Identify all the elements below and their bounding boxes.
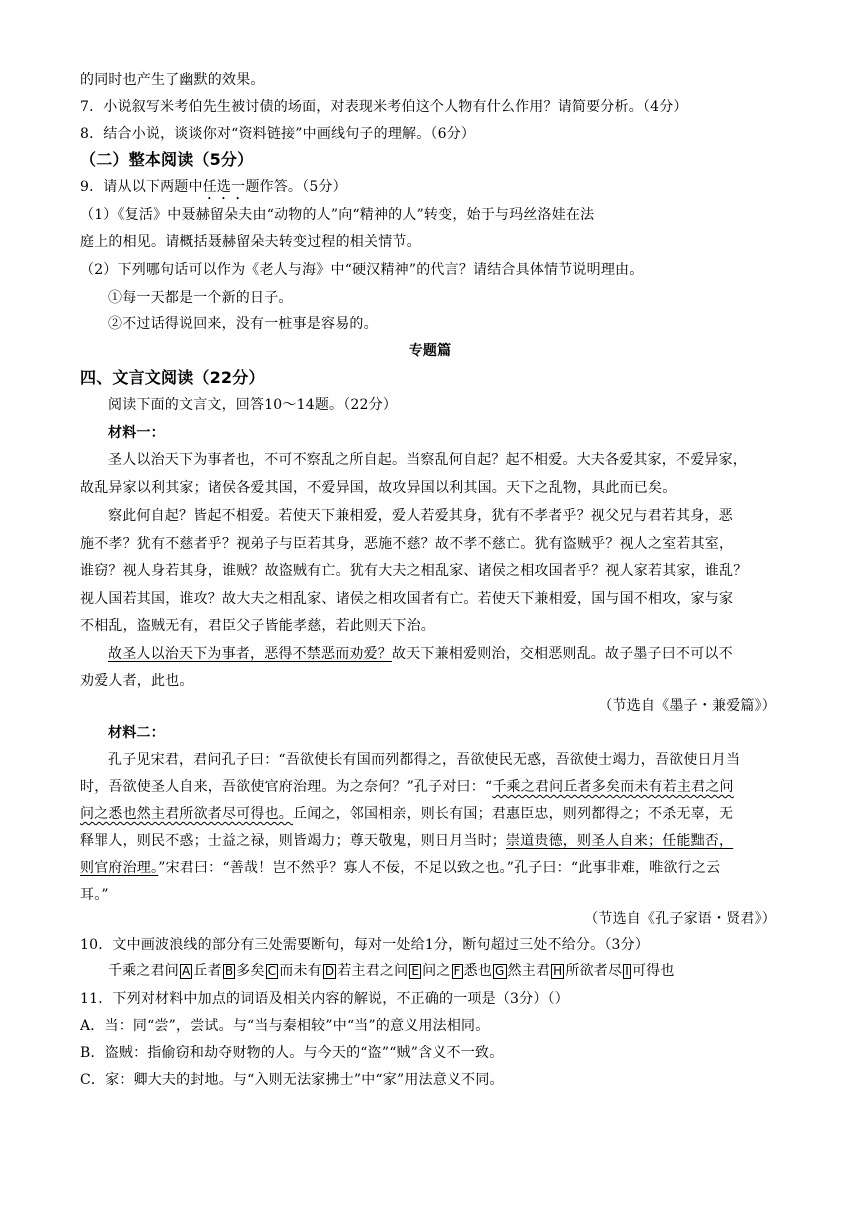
sentence-segment: 悉也: [463, 963, 493, 979]
break-option-g[interactable]: G: [495, 964, 505, 978]
sentence-segment: 多矣: [236, 963, 265, 979]
material-2-line: [80, 778, 734, 796]
text: 丘闻之，邻国相亲，则长有国；君惠臣忠，则列都得之；不杀无辜，无: [293, 806, 734, 822]
text: 释罪人，则民不惑；士益之禄，则皆竭力；尊天敬鬼，则日月当时；: [80, 833, 506, 849]
sentence-segment: 问之: [422, 963, 451, 979]
q9-emphasis: 任选一: [202, 179, 246, 195]
sentence-break-options: [108, 962, 675, 980]
question-8: 8．结合小说，谈谈你对“资料链接”中画线句子的理解。（6分）: [80, 126, 476, 142]
choice-c[interactable]: C．家：卿大夫的封地。与“入则无法家拂士”中“家”用法意义不同。: [80, 1072, 504, 1088]
material-1-line: [108, 645, 733, 663]
material-1-line: 故乱异家以利其家；诸侯各爱其国，不爱异国，故攻异国以利其国。天下之乱物，具此而已矣。: [80, 480, 677, 496]
material-1-line: 施不孝？犹有不慈者乎？视弟子与臣若其身，恶施不慈？故不孝不慈亡。犹有盗贼乎？视人之室若其室，: [80, 536, 734, 552]
section-heading-whole-reading: （二）整本阅读（5分）: [80, 150, 254, 169]
sentence-segment: 千乘之君问: [108, 963, 179, 979]
question-11: 11．下列对材料中加点的词语及相关内容的解说，不正确的一项是（3分）（）: [80, 991, 569, 1007]
underlined-sentence: 崇道贵德，则圣人自来；任能黜否，: [506, 833, 734, 849]
text: ”宋君曰：“善哉！岂不然乎？寡人不佞，不足以致之也。”孔子曰：“此事非难，唯欲行之云: [158, 860, 721, 876]
q9-text: 9．请从以下两题中: [80, 179, 203, 195]
sentence-segment: 可得也: [631, 963, 675, 979]
material-1-line: 察此何自起？皆起不相爱。若使天下兼相爱，爱人若爱其身，犹有不孝者乎？视父兄与君若其身，恶: [108, 508, 733, 524]
question-9-part-2: （2）下列哪句话可以作为《老人与海》中“硬汉精神”的代言？请结合具体情节说明理由。: [80, 262, 644, 278]
question-9-part-1: （1）《复活》中聂赫留朵夫由“动物的人”向“精神的人”转变，始于与玛丝洛娃在法: [80, 207, 595, 223]
sentence-segment: 而未有: [279, 963, 322, 979]
sentence-segment: 然主君: [507, 963, 551, 979]
text-line: 的同时也产生了幽默的效果。: [80, 72, 265, 88]
material-2-label: 材料二：: [108, 725, 165, 741]
section-heading-classical: 四、文言文阅读（22分）: [80, 368, 265, 387]
source-citation-1: （节选自《墨子・兼爱篇》）: [598, 698, 776, 714]
text: 时，吾欲使圣人自来，吾欲使官府治理。为之奈何？”孔子对曰：“: [80, 779, 493, 795]
material-2-line: [80, 832, 733, 850]
material-2-line: [80, 805, 733, 823]
question-10: 10．文中画波浪线的部分有三处需要断句，每对一处给1分，断句超过三处不给分。（3分）: [80, 937, 650, 953]
break-option-f[interactable]: F: [453, 964, 461, 978]
material-1-line: 圣人以治天下为事者也，不可不察乱之所自起。当察乱何自起？起不相爱。大夫各爱其家，不爱异家，: [108, 452, 747, 468]
break-option-i[interactable]: I: [625, 964, 629, 978]
break-option-a[interactable]: A: [182, 964, 191, 978]
question-9-part-1-cont: 庭上的相见。请概括聂赫留朵夫转变过程的相关情节。: [80, 234, 421, 250]
material-2-line: [80, 859, 720, 877]
question-7: 7．小说叙写米考伯先生被讨债的场面，对表现米考伯这个人物有什么作用？请简要分析。（4分）: [80, 99, 688, 115]
material-1-line: 劝爱人者，此也。: [80, 673, 194, 689]
question-9: [80, 178, 347, 203]
break-option-b[interactable]: B: [224, 964, 234, 978]
material-1-line: 不相乱，盗贼无有，君臣父子皆能孝慈，若此则天下治。: [80, 618, 435, 634]
text: 故天下兼相爱则治，交相恶则乱。故子墨子曰不可以不: [392, 646, 733, 662]
material-1-line: 视人国若其国，谁攻？故大夫之相乱家、诸侯之相攻国者有亡。若使天下兼相爱，国与国不相攻，家与家: [80, 591, 734, 607]
material-1-label: 材料一：: [108, 425, 165, 441]
material-2-line: 耳。”: [80, 887, 109, 903]
material-2-line: 孔子见宋君，君问孔子曰：“吾欲使长有国而列都得之，吾欲使民无惑，吾欲使士竭力，吾欲使日月当: [108, 752, 741, 768]
wavy-underlined-passage: 千乘之君问丘者多矣而未有若主君之问: [492, 779, 734, 795]
quote-option-2: ②不过话得说回来，没有一桩事是容易的。: [108, 316, 378, 332]
choice-a[interactable]: A．当：同“尝”，尝试。与“当与秦相较”中“当”的意义用法相同。: [80, 1018, 490, 1034]
q9-text: 题作答。（5分）: [245, 179, 347, 195]
instructions: 阅读下面的文言文，回答10～14题。（22分）: [108, 397, 398, 413]
source-citation-2: （节选自《孔子家语・贤君》）: [584, 911, 776, 927]
special-topic-heading: 专题篇: [408, 343, 452, 359]
break-option-d[interactable]: D: [324, 964, 335, 978]
break-option-h[interactable]: H: [553, 964, 563, 978]
underlined-sentence: 则官府治理。: [80, 860, 159, 876]
break-option-c[interactable]: C: [267, 964, 277, 978]
material-1-line: 谁窃？视人身若其身，谁贼？故盗贼有亡。犹有大夫之相乱家、诸侯之相攻国者乎？视人家若其家，谁乱？: [80, 563, 748, 579]
break-option-e[interactable]: E: [411, 964, 420, 978]
wavy-underlined-passage: 问之悉也然主君所欲者尽可得也。: [80, 806, 293, 822]
sentence-segment: 所欲者尽: [565, 963, 623, 979]
underlined-sentence: 故圣人以治天下为事者，恶得不禁恶而劝爱？: [108, 646, 392, 662]
choice-b[interactable]: B．盗贼：指偷窃和劫夺财物的人。与今天的“盗”“贼”含义不一致。: [80, 1045, 504, 1061]
sentence-segment: 丘者: [193, 963, 222, 979]
sentence-segment: 若主君之问: [337, 963, 409, 979]
quote-option-1: ①每一天都是一个新的日子。: [108, 290, 293, 306]
